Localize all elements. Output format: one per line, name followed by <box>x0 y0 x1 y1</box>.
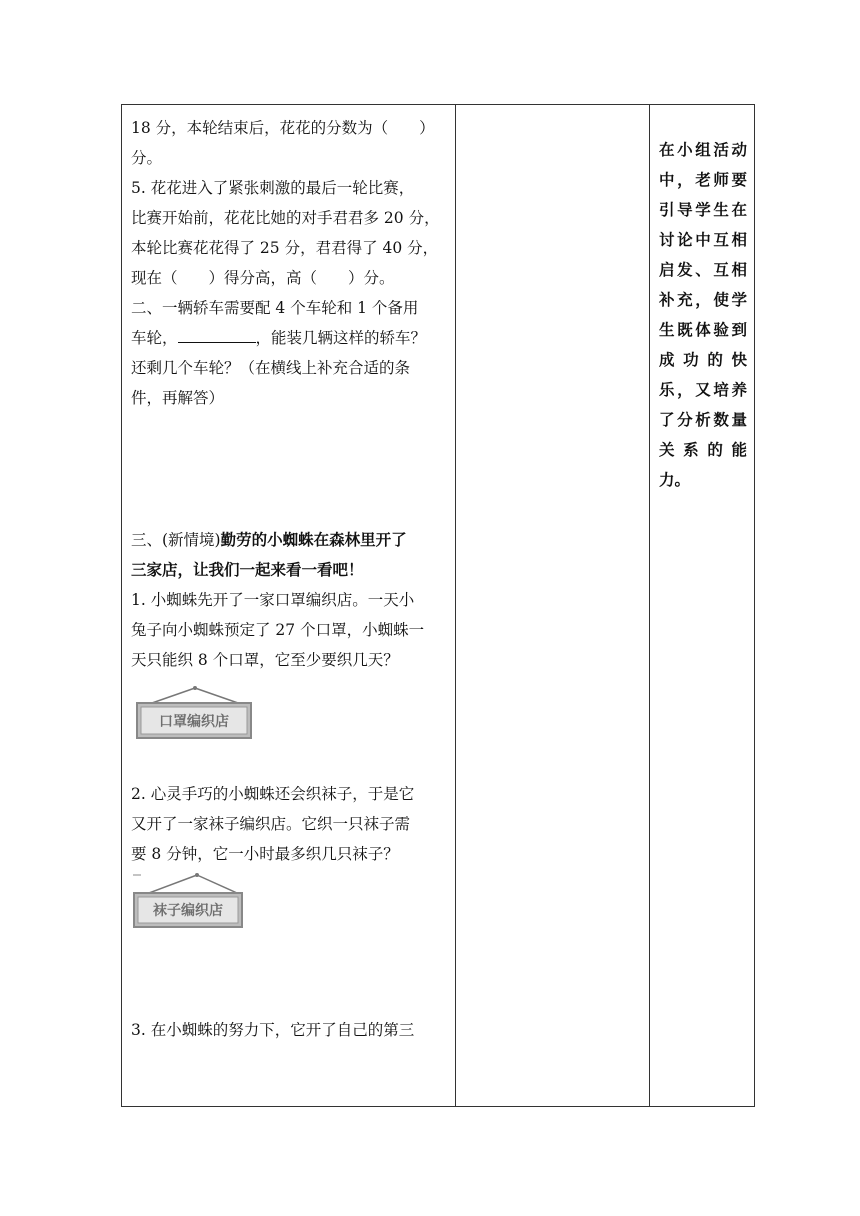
sign-text: 袜子编织店 <box>153 903 223 919</box>
shop-sign-image <box>134 685 256 743</box>
text-line: 3. 在小蜘蛛的努力下，它开了自己的第三 <box>131 1021 415 1039</box>
note-line: 关 系 的 能 <box>659 441 747 459</box>
text-line <box>131 323 453 353</box>
note-line: 引导学生在 <box>659 201 747 219</box>
note-line: 讨论中互相 <box>659 231 747 249</box>
text-line: 比赛开始前，花花比她的对手君君多 20 分， <box>131 209 440 227</box>
column-divider <box>649 105 650 1106</box>
text-line: 5. 花花进入了紧张刺激的最后一轮比赛， <box>131 179 415 197</box>
text-line: 天只能织 8 个口罩，它至少要织几天？ <box>131 651 399 669</box>
text-segment: ，能装几辆这样的轿车？ <box>255 329 427 347</box>
text-line: 兔子向小蜘蛛预定了 27 个口罩，小蜘蛛一 <box>131 621 425 639</box>
note-line: 启发、互相 <box>659 261 747 279</box>
sign-area <box>131 675 453 779</box>
sign-area <box>131 869 453 1015</box>
text-line: 2. 心灵手巧的小蜘蛛还会织袜子，于是它 <box>131 785 415 803</box>
text-line: 18 分，本轮结束后，花花的分数为（ ） <box>131 119 435 137</box>
shop-sign-image <box>133 871 245 933</box>
text-segment: 勤劳的小蜘蛛在森林里开了 <box>220 530 407 549</box>
note-line: 在小组活动 <box>659 141 747 159</box>
text-segment: 三、(新情境) <box>131 531 221 549</box>
text-line: 件，再解答） <box>131 389 225 407</box>
text-line: 分。 <box>131 149 163 167</box>
note-line: 成 功 的 快 <box>659 351 747 369</box>
text-line: 现在（ ）得分高，高（ ）分。 <box>131 269 395 287</box>
text-line: 还剩几个车轮？（在横线上补充合适的条 <box>131 359 411 377</box>
column-divider <box>455 105 456 1106</box>
text-line: 要 8 分钟，它一小时最多织几只袜子？ <box>131 845 399 863</box>
fill-in-blank <box>178 326 256 343</box>
section-heading <box>131 525 453 555</box>
teaching-notes-column <box>659 135 747 495</box>
text-line: 又开了一家袜子编织店。它织一只袜子需 <box>131 815 411 833</box>
sign-text: 口罩编织店 <box>159 714 229 730</box>
text-line: 本轮比赛花花得了 25 分，君君得了 40 分， <box>131 239 439 257</box>
section-heading: 三家店，让我们一起来看一看吧！ <box>131 560 364 579</box>
answer-space <box>131 413 453 525</box>
note-line: 乐，又培养 <box>659 381 747 399</box>
note-line: 了分析数量 <box>659 411 747 429</box>
text-line: 二、一辆轿车需要配 4 个车轮和 1 个备用 <box>131 299 419 317</box>
note-line: 力。 <box>659 471 691 489</box>
text-segment: 车轮， <box>131 329 178 347</box>
exercise-column <box>131 113 453 1045</box>
note-line: 中，老师要 <box>659 171 747 189</box>
note-line: 补充，使学 <box>659 291 747 309</box>
note-line: 生既体验到 <box>659 321 747 339</box>
text-line: 1. 小蜘蛛先开了一家口罩编织店。一天小 <box>131 591 415 609</box>
lesson-table <box>121 104 755 1107</box>
